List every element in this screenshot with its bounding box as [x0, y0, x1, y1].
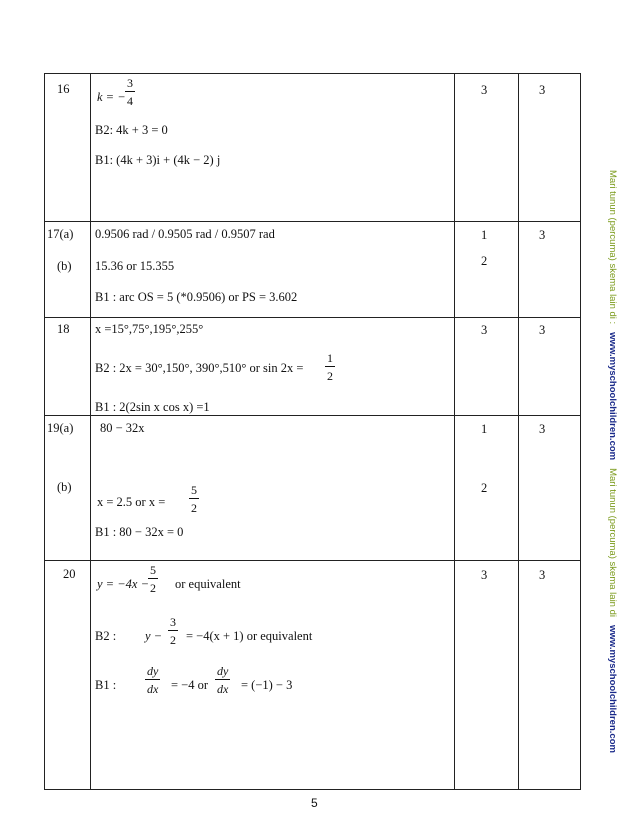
- answer: x =15°,75°,195°,255°: [95, 322, 204, 336]
- answer-b: x = 2.5 or x =: [97, 495, 166, 509]
- side-watermark: [593, 170, 633, 753]
- mark: 2: [481, 254, 488, 268]
- answer-lhs: y = −4x −: [97, 577, 150, 591]
- total-mark: 3: [539, 568, 546, 582]
- answer-k-lhs: k = −: [97, 90, 126, 104]
- b1-derivative: $\frac{dy}{dx}$: [147, 664, 159, 696]
- b2-fraction: $\frac{3}{2}$: [170, 615, 176, 647]
- column-divider: [454, 74, 455, 789]
- mark: 3: [481, 323, 488, 337]
- question-number: 16: [57, 82, 70, 96]
- total-mark: 3: [539, 323, 546, 337]
- total-mark: 3: [539, 422, 546, 436]
- mark: 2: [481, 481, 488, 495]
- column-divider: [90, 74, 91, 789]
- b1-working: B1 : 2(2sin x cos x) =1: [95, 400, 210, 414]
- b1-rhs: = (−1) − 3: [241, 678, 293, 692]
- question-number: 18: [57, 322, 70, 336]
- b1-working: B1: (4k + 3)i + (4k − 2) j: [95, 153, 221, 167]
- total-mark: 3: [539, 83, 546, 97]
- mark: 3: [481, 83, 488, 97]
- row-divider: [45, 221, 580, 222]
- marking-scheme-table: [44, 73, 581, 790]
- b2-rhs: = −4(x + 1) or equivalent: [186, 629, 313, 643]
- row-divider: [45, 415, 580, 416]
- watermark-text: Mari tunun (percuma) skema lain di: [607, 468, 619, 618]
- b2-label: B2 :: [95, 629, 117, 643]
- watermark-text: Mari tunun (percuma) skema lain di :: [607, 170, 619, 325]
- answer-k-fraction: $\frac{3}{4}$: [127, 76, 133, 108]
- b1-derivative: $\frac{dy}{dx}$: [217, 664, 229, 696]
- answer-a: 80 − 32x: [100, 421, 145, 435]
- watermark-link[interactable]: www.myschoolchildren.com: [607, 625, 619, 753]
- question-number: 20: [63, 567, 76, 581]
- answer-rhs: or equivalent: [175, 577, 241, 591]
- row-divider: [45, 560, 580, 561]
- b2-fraction: $\frac{1}{2}$: [327, 351, 333, 383]
- question-number: 17(a): [47, 227, 74, 241]
- b1-label: B1 :: [95, 678, 117, 692]
- b1-working: B1 : 80 − 32x = 0: [95, 525, 184, 539]
- b1-working: B1 : arc OS = 5 (*0.9506) or PS = 3.602: [95, 290, 298, 304]
- mark: 1: [481, 422, 488, 436]
- question-number: 19(a): [47, 421, 74, 435]
- column-divider: [518, 74, 519, 789]
- answer-a: 0.9506 rad / 0.9505 rad / 0.9507 rad: [95, 227, 275, 241]
- b1-middle: = −4 or: [171, 678, 209, 692]
- mark: 3: [481, 568, 488, 582]
- b2-lhs: y −: [145, 629, 163, 643]
- question-part: (b): [57, 259, 72, 273]
- answer-b: 15.36 or 15.355: [95, 259, 175, 273]
- total-mark: 3: [539, 228, 546, 242]
- mark: 1: [481, 228, 488, 242]
- watermark-link[interactable]: www.myschoolchildren.com: [607, 332, 619, 461]
- answer-fraction: $\frac{5}{2}$: [150, 563, 156, 595]
- row-divider: [45, 317, 580, 318]
- question-part: (b): [57, 480, 72, 494]
- page-number: 5: [311, 796, 318, 810]
- b2-working: B2 : 2x = 30°,150°, 390°,510° or sin 2x =: [95, 361, 304, 375]
- b2-working: B2: 4k + 3 = 0: [95, 123, 168, 137]
- answer-b-fraction: $\frac{5}{2}$: [191, 483, 197, 515]
